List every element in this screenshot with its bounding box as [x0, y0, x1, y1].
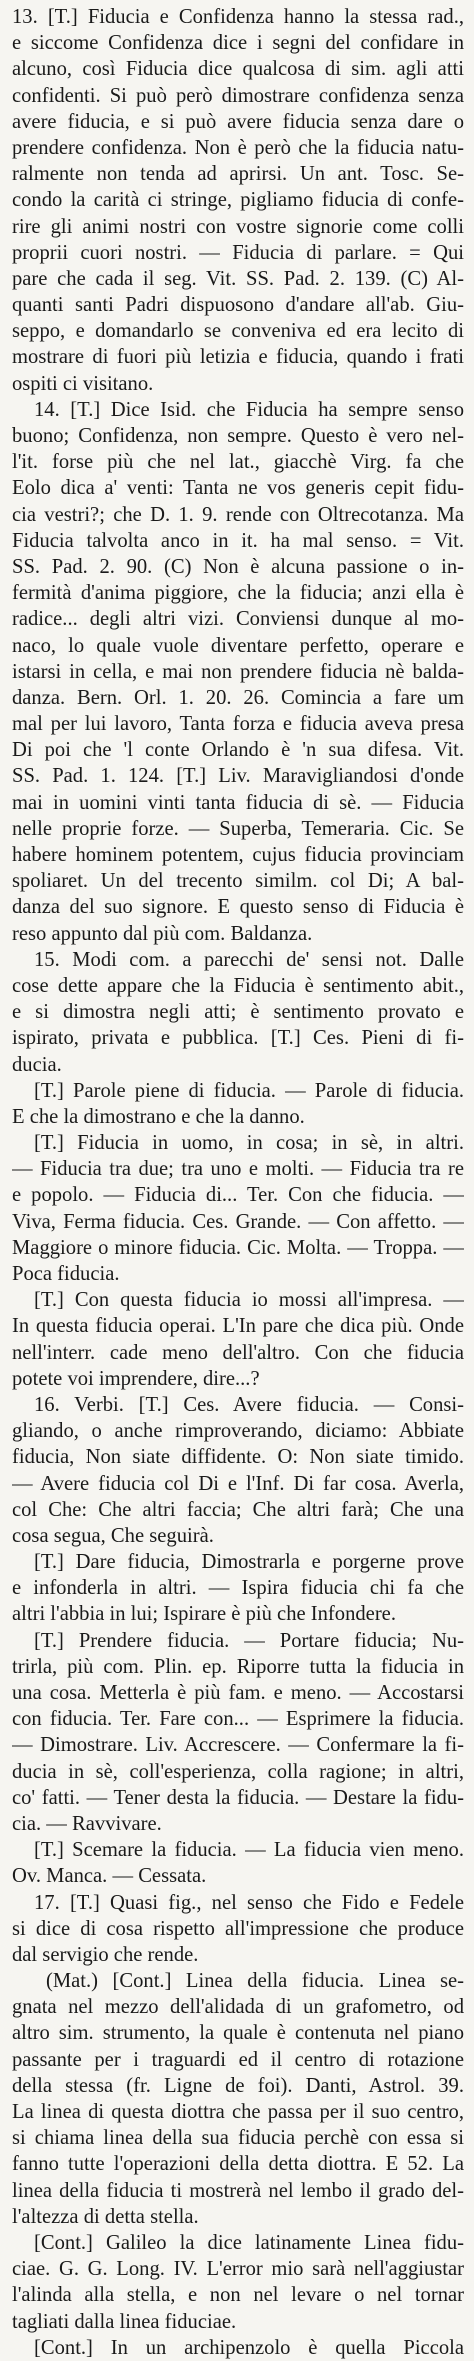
text-line: proprii cuori nostri. — Fiducia di parlare. = Qui: [12, 241, 464, 264]
text-line: [T.] Prendere fiducia. — Portare fiducia; Nu-: [34, 1629, 464, 1652]
text-line: altri l'abbia in lui; Ispirare è più che Infondere.: [12, 1603, 396, 1626]
text-line: ospiti ci visitano.: [12, 372, 154, 395]
text-line: ispirato, privata e pubblica. [T.] Ces. Pieni di fi-: [12, 1027, 464, 1050]
text-line: 17. [T.] Quasi fig., nel senso che Fido e Fedele: [34, 1891, 464, 1914]
text-line: e popolo. — Fiducia di... Ter. Con che fiducia. —: [12, 1184, 464, 1207]
text-line: (Mat.) [Cont.] Linea della fiducia. Linea se-: [46, 1970, 464, 1993]
text-line: — Avere fiducia col Di e l'Inf. Di far cosa. Averla,: [12, 1472, 464, 1495]
text-line: 16. Verbi. [T.] Ces. Avere fiducia. — Consi-: [34, 1393, 464, 1416]
text-line: Di poi che 'l conte Orlando è 'n sua difesa. Vit.: [12, 739, 464, 762]
text-line: danza del suo signore. E questo senso di Fiducia è: [12, 896, 464, 919]
text-line: Eolo dica a' venti: Tanta ne vos generis cepit fidu-: [12, 477, 464, 500]
text-line: e si dimostra negli atti; è sentimento provato e: [12, 1001, 464, 1024]
text-line: [T.] Con questa fiducia io mossi all'impresa. —: [34, 1289, 464, 1312]
text-line: gnata nel mezzo dell'alidada di un grafometro, od: [12, 1996, 464, 2019]
text-line: 13. [T.] Fiducia e Confidenza hanno la stessa rad.,: [12, 6, 464, 28]
text-line: mal per lui lavoro, Tanta forza e fiducia aveva presa: [12, 713, 464, 736]
text-line: una cosa. Metterla è più fam. e meno. — Accostarsi: [12, 1682, 464, 1704]
text-line: ducia.: [12, 1053, 62, 1076]
text-line: cia vestri?; che D. 1. 9. rende con Oltrecotanza. Ma: [12, 503, 464, 526]
text-line: fanno tutte l'operazioni della detta diottra. E 52. La: [12, 2153, 464, 2176]
text-line: mostrare di fuori più letizia e fiducia, quando i frati: [12, 346, 464, 369]
text-line: spoliaret. Un del trecento similm. col Di; A bal-: [12, 870, 464, 893]
text-line: [T.] Parole piene di fiducia. — Parole di fiducia.: [34, 1079, 464, 1102]
text-line: nell'interr. cade meno dell'altro. Con che fiducia: [12, 1341, 464, 1364]
text-line: La linea di questa diottra che passa per il suo centro,: [12, 2101, 464, 2123]
text-line: l'altezza di detta stella.: [12, 2205, 199, 2228]
text-line: e infonderla in altri. — Ispira fiducia chi fa che: [12, 1577, 464, 1600]
text-line: cia. — Ravvivare.: [12, 1812, 162, 1835]
text-line: E che la dimostrano e che la danno.: [12, 1105, 305, 1128]
text-line: ducia in sè, coll'esperienza, colla ragione; in altri,: [12, 1760, 464, 1783]
text-line: e siccome Confidenza dice i segni del confidare in: [12, 32, 464, 55]
text-line: trirla, più com. Plin. ep. Riporre tutta la fiducia in: [12, 1655, 464, 1678]
text-line: Fiducia talvolta anco in it. ha mal senso. = Vit.: [12, 529, 464, 552]
text-line: altro sim. strumento, la quale è contenuta nel piano: [12, 2022, 464, 2045]
text-line: — Fiducia tra due; tra uno e molti. — Fiducia tra re: [12, 1158, 464, 1181]
text-line: Maggiore o minore fiducia. Cic. Molta. — Troppa. —: [12, 1236, 464, 1259]
text-line: l'alinda alla stella, e non nel levare o nel tornar: [12, 2284, 464, 2307]
text-line: confidenti. Si può però dimostrare confidenza senza: [12, 84, 464, 107]
text-line: passante per i traguardi ed il centro di rotazione: [12, 2048, 464, 2071]
text-line: [T.] Fiducia in uomo, in cosa; in sè, in altri.: [34, 1132, 464, 1155]
text-line: col Che: Che altri faccia; Che altri farà; Che una: [12, 1498, 464, 1521]
text-line: 15. Modi com. a parecchi de' sensi not. Dalle: [34, 948, 464, 971]
text-line: si dice di cosa rispetto all'impressione che produce: [12, 1917, 464, 1940]
text-line: l'it. forse più che nel lat., giacchè Virg. fa che: [12, 451, 464, 474]
text-line: SS. Pad. 2. 90. (C) Non è alcuna passione o in-: [12, 555, 464, 578]
text-line: cose dette appare che la Fiducia è sentimento abit.,: [12, 974, 464, 997]
text-line: habere hominem potentem, cujus fiducia provinciam: [12, 844, 464, 866]
text-line: della stessa (fr. Ligne de foi). Danti, Astrol. 39.: [12, 2074, 464, 2097]
text-line: Poca fiducia.: [12, 1263, 120, 1285]
text-line: si chiama linea della sua fiducia perchè con essa si: [12, 2127, 464, 2150]
text-line: 14. [T.] Dice Isid. che Fiducia ha sempre senso: [34, 398, 464, 421]
text-line: Viva, Ferma fiducia. Ces. Grande. — Con affetto. —: [12, 1210, 464, 1233]
text-line: danza. Bern. Orl. 1. 20. 26. Comincia a fare um: [12, 686, 464, 709]
text-line: In questa fiducia operai. L'In pare che dica più. Onde: [12, 1315, 464, 1338]
text-line: [Cont.] Galileo la dice latinamente Linea fidu-: [34, 2231, 464, 2254]
text-line: SS. Pad. 1. 124. [T.] Liv. Maravigliandosi d'onde: [12, 765, 464, 788]
text-line: ciae. G. G. Long. IV. L'error mio sarà nell'aggiustar: [12, 2258, 464, 2281]
text-line: quanti santi Padri dispuosono d'andare all'ab. Giu-: [12, 294, 464, 317]
text-line: condo la carità ci stringe, pigliamo fiducia di confe-: [12, 189, 464, 212]
text-line: istarsi in cella, e mai non prendere fiducia nè balda-: [12, 660, 464, 683]
text-line: Ov. Manca. — Cessata.: [12, 1865, 207, 1888]
text-line: dal servigio che rende.: [12, 1943, 199, 1966]
text-line: reso appunto dal più com. Baldanza.: [12, 922, 313, 945]
text-line: ralmente non tenda ad aprirsi. Un ant. Tosc. Se-: [12, 163, 464, 186]
text-line: linea della fiducia ti mostrerà nel lembo il grado del-: [12, 2179, 464, 2202]
text-line: tagliati dalla linea fiduciae.: [12, 2310, 237, 2333]
text-line: co' fatti. — Tener desta la fiducia. — Destare la fidu-: [12, 1786, 464, 1809]
text-line: — Dimostrare. Liv. Accrescere. — Confermare la fi-: [12, 1734, 464, 1757]
text-line: avere fiducia, e si può avere fiducia senza dare o: [12, 110, 464, 133]
text-line: buono; Confidenza, non sempre. Questo è vero nel-: [12, 425, 464, 447]
text-line: mai in uomini vinti tanta fiducia di sè. — Fiducia: [12, 791, 464, 814]
text-line: radice... degli altri vizi. Conviensi dunque al mo-: [12, 608, 464, 631]
text-line: seppo, e domandarlo se conveniva ed era lecito di: [12, 320, 464, 343]
text-line: naco, lo quale vuole diventare perfetto, operare e: [12, 634, 464, 657]
text-line: gliando, o anche rimproverando, diciamo: Abbiate: [12, 1420, 464, 1443]
text-line: alcuno, così Fiducia dice qualcosa di sim. agli atti: [12, 58, 464, 81]
text-line: cosa segua, Che seguirà.: [12, 1524, 214, 1547]
text-line: nelle proprie forze. — Superba, Temeraria. Cic. Se: [12, 817, 464, 840]
text-line: rire gli animi nostri con vostre signorie come colli: [12, 215, 464, 238]
text-line: [T.] Scemare la fiducia. — La fiducia vien meno.: [34, 1839, 464, 1862]
text-line: fermità d'anima piggiore, che la fiducia; anzi ella è: [12, 582, 464, 605]
text-line: pare che cada il seg. Vit. SS. Pad. 2. 139. (C) Al-: [12, 267, 464, 290]
text-line: fiducia, Non siate diffidente. O: Non siate timido.: [12, 1446, 464, 1469]
text-line: [Cont.] In un archipenzolo è quella Piccola: [34, 2336, 464, 2359]
text-line: con fiducia. Ter. Fare con... — Esprimere la fiducia.: [12, 1708, 464, 1731]
text-line: prendere confidenza. Non è però che la fiducia natu-: [12, 136, 464, 159]
text-line: [T.] Dare fiducia, Dimostrarla e porgerne prove: [34, 1551, 464, 1574]
text-line: potete voi imprendere, dire...?: [12, 1367, 260, 1390]
